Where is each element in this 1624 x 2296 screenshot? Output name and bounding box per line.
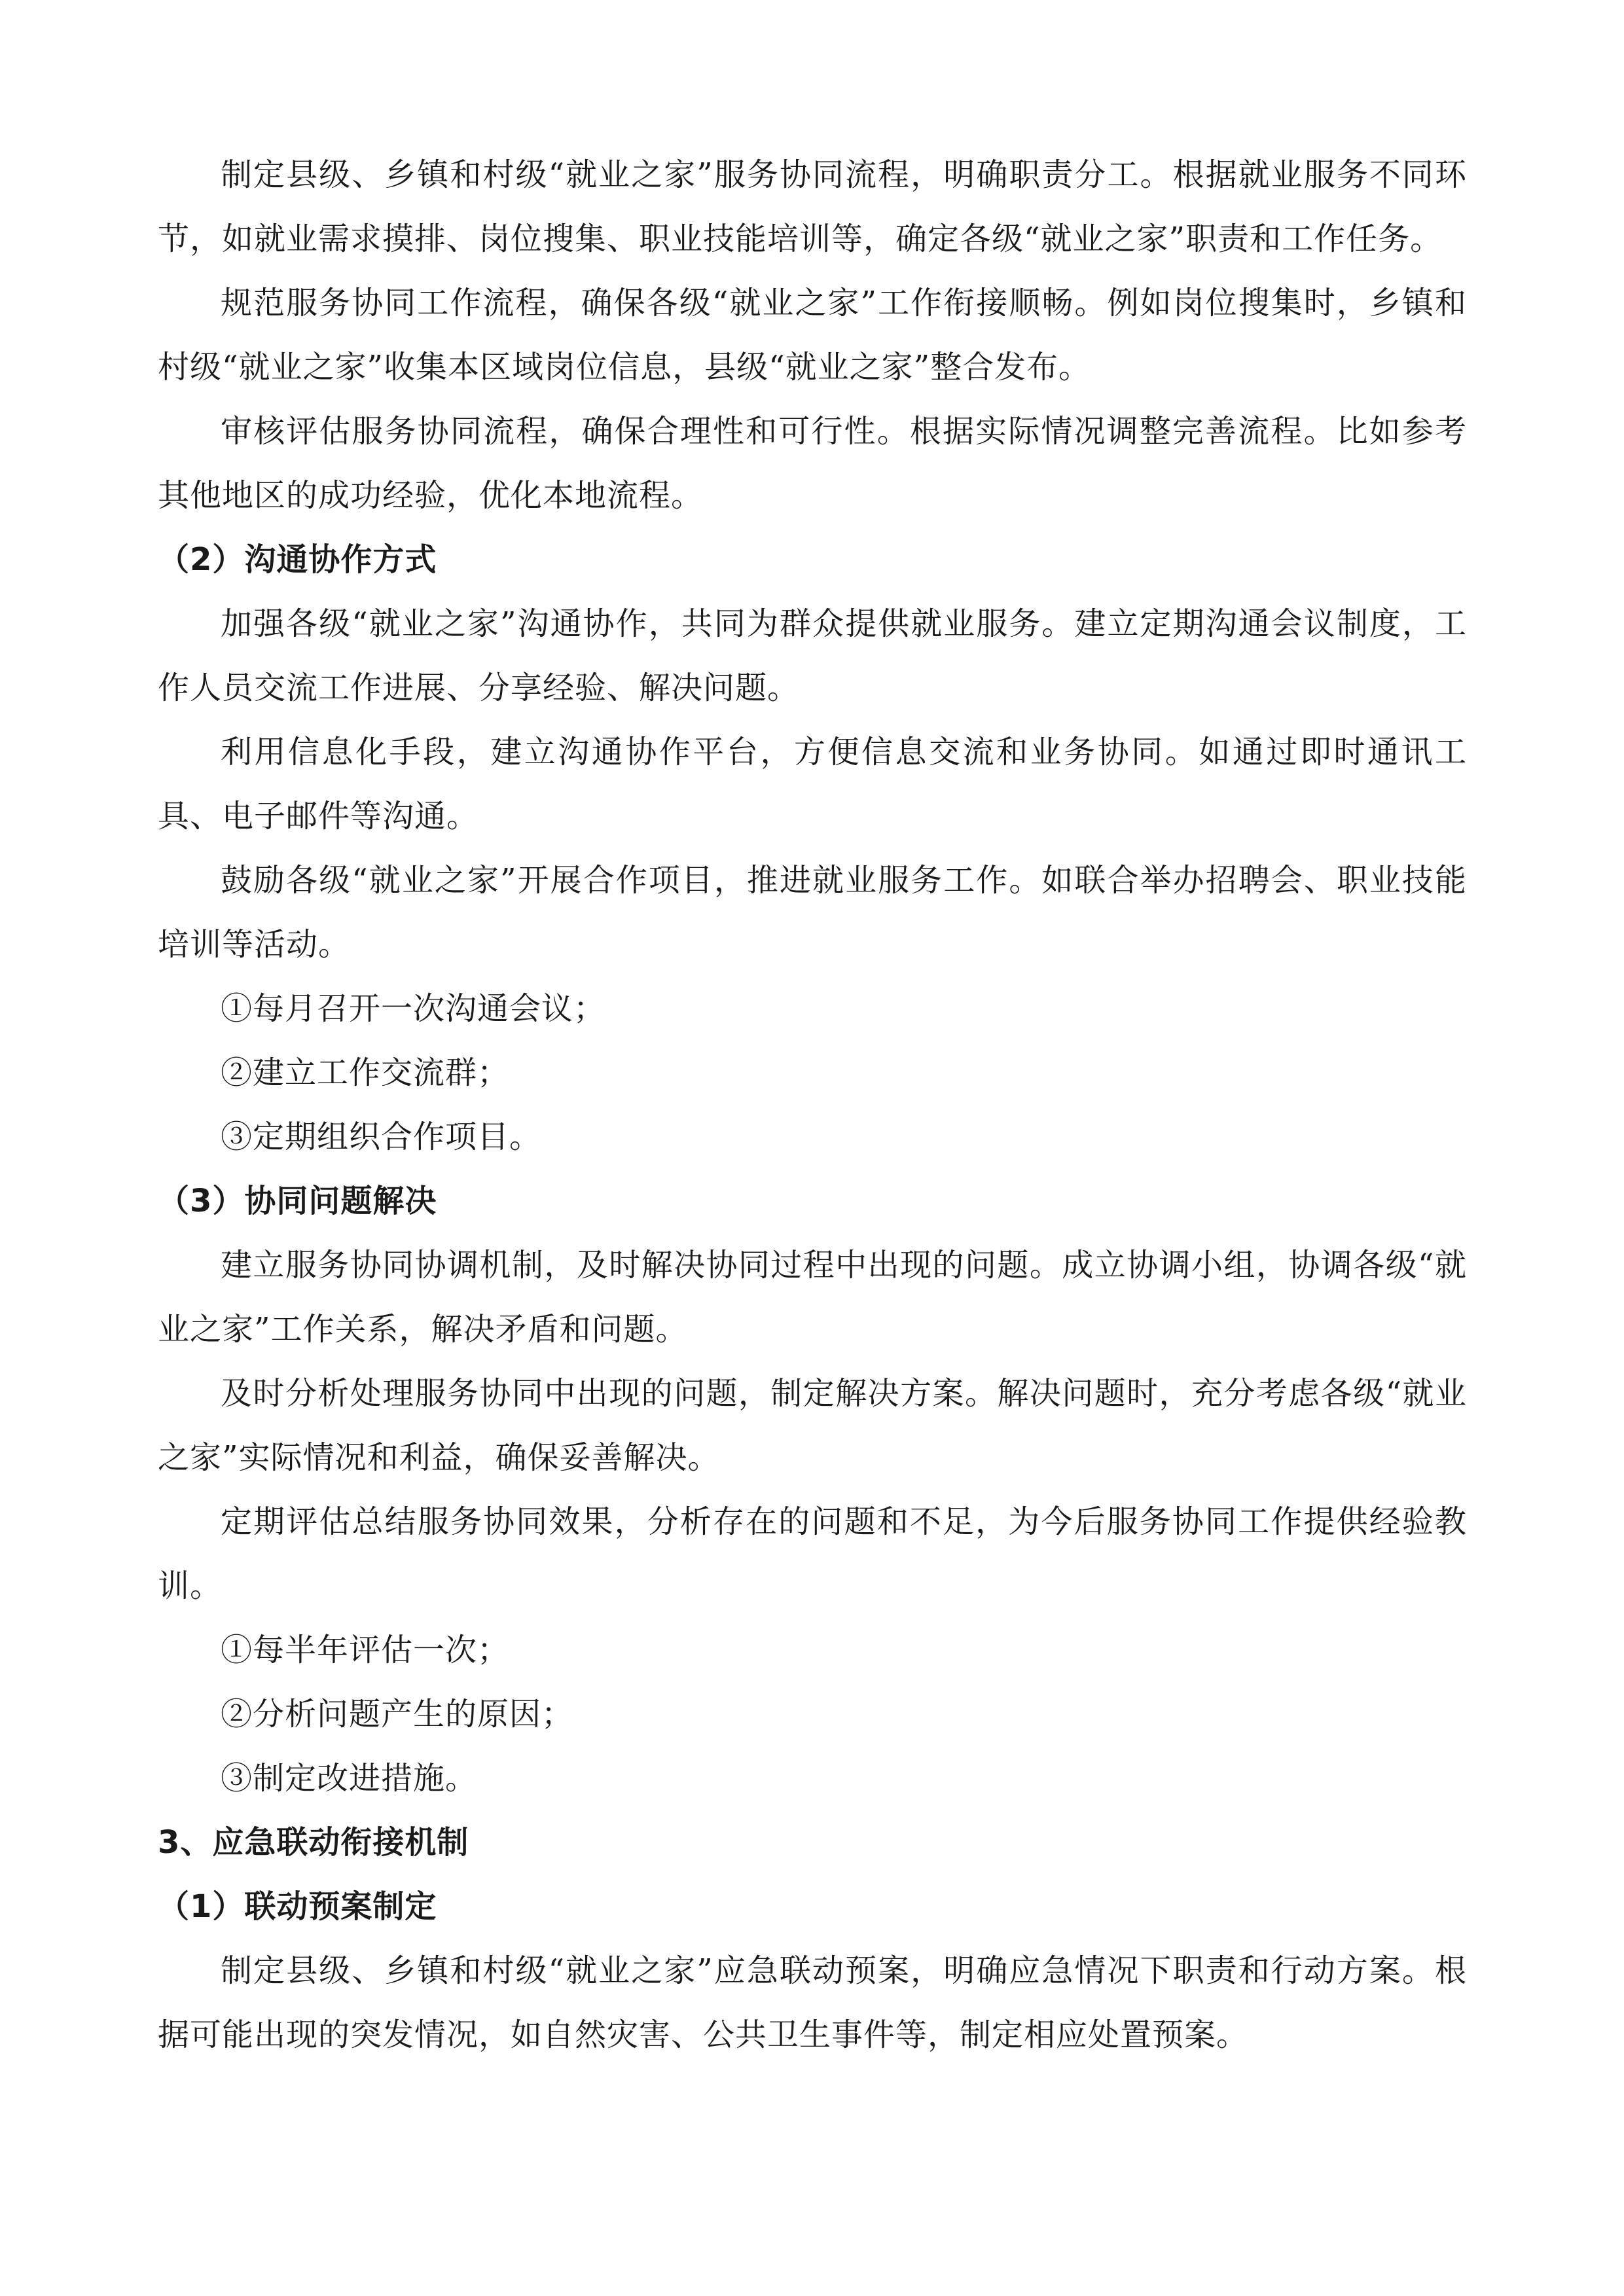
paragraph: 制定县级、乡镇和村级“就业之家”应急联动预案，明确应急情况下职责和行动方案。根据可能出现的突发情况，如自然灾害、公共卫生事件等，制定相应处置预案。 xyxy=(158,1952,1467,2053)
paragraph: 及时分析处理服务协同中出现的问题，制定解决方案。解决问题时，充分考虑各级“就业之家”实际情况和利益，确保妥善解决。 xyxy=(158,1375,1467,1476)
paragraph: 规范服务协同工作流程，确保各级“就业之家”工作衔接顺畅。例如岗位搜集时，乡镇和村级“就业之家”收集本区域岗位信息，县级“就业之家”整合发布。 xyxy=(158,285,1467,386)
section-subheading: （1）联动预案制定 xyxy=(158,1888,437,1925)
paragraph: 利用信息化手段，建立沟通协作平台，方便信息交流和业务协同。如通过即时通讯工具、电子邮件等沟通。 xyxy=(158,734,1467,834)
list-item: ③定期组织合作项目。 xyxy=(221,1119,542,1155)
paragraph: 制定县级、乡镇和村级“就业之家”服务协同流程，明确职责分工。根据就业服务不同环节，如就业需求摸排、岗位搜集、职业技能培训等，确定各级“就业之家”职责和工作任务。 xyxy=(158,156,1467,257)
section-subheading: （2）沟通协作方式 xyxy=(158,541,437,578)
list-item: ②建立工作交流群； xyxy=(221,1054,510,1091)
section-subheading: （3）协同问题解决 xyxy=(158,1183,437,1219)
list-item: ②分析问题产生的原因； xyxy=(221,1696,574,1732)
paragraph: 审核评估服务协同流程，确保合理性和可行性。根据实际情况调整完善流程。比如参考其他地区的成功经验，优化本地流程。 xyxy=(158,413,1467,514)
section-heading: 3、应急联动衔接机制 xyxy=(158,1824,469,1861)
list-item: ③制定改进措施。 xyxy=(221,1760,478,1797)
paragraph: 定期评估总结服务协同效果，分析存在的问题和不足，为今后服务协同工作提供经验教训。 xyxy=(158,1503,1467,1604)
document-body xyxy=(158,143,1467,2067)
paragraph: 建立服务协同协调机制，及时解决协同过程中出现的问题。成立协调小组，协调各级“就业之家”工作关系，解决矛盾和问题。 xyxy=(158,1247,1467,1348)
list-item: ①每半年评估一次； xyxy=(221,1632,510,1668)
paragraph: 鼓励各级“就业之家”开展合作项目，推进就业服务工作。如联合举办招聘会、职业技能培训等活动。 xyxy=(158,862,1467,963)
list-item: ①每月召开一次沟通会议； xyxy=(221,990,606,1027)
paragraph: 加强各级“就业之家”沟通协作，共同为群众提供就业服务。建立定期沟通会议制度，工作人员交流工作进展、分享经验、解决问题。 xyxy=(158,605,1467,706)
